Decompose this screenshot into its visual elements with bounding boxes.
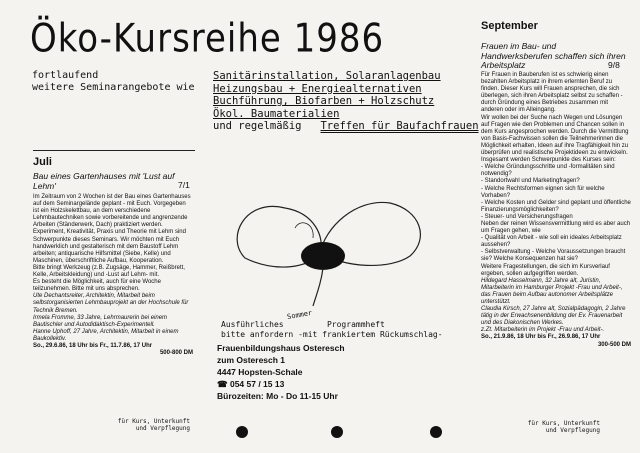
bullet-dot [236, 426, 248, 438]
phone-number: 054 57 / 15 13 [229, 379, 285, 389]
topic-line-5 [213, 120, 479, 133]
phone-row [217, 378, 345, 390]
september-team-member: z.Zt. Mitarbeiterin im Projekt -Frau und Arbeit-. [481, 327, 605, 334]
program-note [221, 320, 443, 340]
september-note-line-2: und Verpflegung [545, 427, 600, 434]
september-price-note [500, 420, 600, 434]
flower-detail [295, 223, 313, 238]
program-highlight: Sommer [286, 308, 313, 322]
september-body [481, 72, 631, 349]
july-paragraph: Experiment, Kreativität, Praxis und Theorie mit Lehm sind Schwerpunkte dieses Seminars. Wir möchten mit Euch handwerklich und gestalterisch mit dem Baustoff Lehm arbeiten; antiquarische Hilfsmittel (Siebe, Kelle) und Maschinen, überschriftliche Aufbau, Kooperation. [33, 229, 186, 264]
september-paragraph: Für Frauen in Bauberufen ist es schwierig einen bezahlten Arbeitsplatz in ihrem erlernten Beruf zu finden. Dieser Kurs will Frauen ansprechen, die sich überlegen, sich ihren Arbeitsplatz selbst zu schaffen - durch Gründung eines Betriebes zusammen mit anderen oder im Alleingang. [481, 72, 623, 114]
september-paragraph: - Welche Kosten und Gelder sind geplant und öffentliche Finanzierungsmöglichkeiten? [481, 199, 631, 213]
seminar-topics [213, 70, 479, 133]
program-line-1 [221, 320, 443, 330]
july-paragraph: Bitte bringt Werkzeug (z.B. Zugsäge, Hammer, Reißbrett, Kelle, Arbeitskleidung) und -Lust auf Lehm- mit. [33, 264, 185, 279]
july-course-number: 7/1 [178, 180, 190, 190]
september-dates: So., 21.9.86, 18 Uhr bis Fr., 26.9.86, 17 Uhr [481, 334, 601, 341]
topic-line-2: Heizungsbau + Energiealternativen [213, 82, 422, 95]
city: 4447 Hopsten-Schale [217, 367, 303, 377]
july-paragraph: Im Zeitraum von 2 Wochen ist der Bau eines Gartenhauses auf dem Seminargelände geplant - mit Euch. Vorgegeben ist ein Holzskelettbau, an dem verschiedene Lehmbautechniken sowie vorbereitende und angrenzende Arbeiten (Ständerwerk, Dach) praktiziert werden. [33, 194, 191, 229]
bullet-dot [331, 426, 343, 438]
org-name: Frauenbildungshaus Osteresch [217, 343, 345, 353]
topic-line-5-link: Treffen für Baufachfrauen [320, 120, 479, 132]
address-block [217, 342, 345, 402]
september-paragraph: Wir wollen bei der Suche nach Wegen und Lösungen auf Fragen wie den Problemen und Chancen sollen in dem Kurs angesprochen werden. Durch die Vermittlung von Basis-Fachwissen sollen die Teilnehmerinnen die Möglichkeit erhalten, Ideen auf ihre Tragfähigkeit hin zu überprüfen und realistische Projektideen zu entwickeln. [481, 114, 629, 157]
lead-line-2: weitere Seminarangebote wie [32, 82, 195, 93]
july-note-line-1: für Kurs, Unterkunft [117, 418, 190, 425]
flower-center [301, 242, 345, 270]
september-paragraph: - Steuer- und Versicherungsfragen [481, 213, 573, 220]
street: zum Osteresch 1 [217, 355, 286, 365]
september-paragraph: - Welche Gründungsschritte und -formalitäten sind notwendig? [481, 164, 615, 178]
program-line-2: bitte anfordern -mit frankiertem Rückumschlag- [221, 330, 443, 339]
september-team-member: Hildegard Hasselmann, 32 Jahre alt, Juristin, Mitarbeiterin im Hamburger Projekt -Frau und Arbeit-, das Frauen beim Aufbau autonomer Arbeitsplätze unterstützt. [481, 277, 623, 305]
july-team-member: Irmela Fromme, 33 Jahre, Lehrmaurerin bei einem Bautischler und Autodidaktisch-Experimentell. [33, 314, 168, 328]
july-heading: Juli [33, 156, 52, 168]
program-suffix: Programmheft [326, 320, 385, 329]
flower-stem [313, 268, 323, 306]
july-note-line-2: und Verpflegung [135, 425, 190, 432]
program-prefix: Ausführliches [221, 320, 284, 329]
september-paragraph: - Standortwahl und Marketingfragen? [481, 178, 580, 185]
september-course-number: 9/8 [608, 60, 620, 70]
july-team-member: Ute Dechantsreiter, Architektin, Mitarbeit beim selbstorganisierten Lehmbauprojekt an der Hochschule für Technik Bremen. [33, 293, 189, 314]
july-price: 500-800 DM [159, 350, 193, 357]
september-heading: September [481, 20, 538, 32]
phone-icon: ☎ [217, 379, 228, 389]
september-paragraph: - Qualität von Arbeit - wie soll ein ideales Arbeitsplatz aussehen? [481, 235, 622, 249]
july-body [33, 194, 193, 357]
september-paragraph: Insgesamt werden Schwerpunkte des Kurses sein: [481, 157, 616, 164]
topic-line-1: Sanitärinstallation, Solaranlagenbau [213, 70, 441, 82]
september-price: 300-500 DM [597, 341, 631, 348]
topic-line-4: Ökol. Baumaterialien [213, 107, 340, 120]
lead-text [32, 70, 195, 94]
september-paragraph: - Welche Rechtsformen eignen sich für welche Vorhaben? [481, 185, 605, 199]
topic-line-3: Buchführung, Biofarben + Holzschutz [213, 95, 435, 107]
july-subtitle: Bau eines Gartenhauses mit 'Lust auf Lehm' [33, 171, 175, 191]
september-paragraph: Neben der reinen Wissensvermittlung wird es aber auch um Fragen gehen, wie [481, 220, 631, 235]
july-price-note [90, 418, 190, 432]
september-paragraph: - Selbstverwaltung - Welche Voraussetzungen braucht sie? Welche Konsequenzen hat sie? [481, 249, 626, 263]
september-note-line-1: für Kurs, Unterkunft [527, 420, 600, 427]
september-paragraph: Weitere Fragestellungen, die sich im Kursverlauf ergeben, sollen aufgegriffen werden. [481, 263, 610, 277]
flower-illustration [205, 168, 465, 308]
september-team-member: Claudia Kirsch, 27 Jahre alt, Sozialpädagogin, 2 Jahre tätig in der Erwachsenenbildung der Ev. Frauenarbeit und des Diakonischen Werkes. [481, 306, 626, 327]
july-team-member: Hanne Uphoff, 27 Jahre, Architektin, Mitarbeit in einem Baukollektiv. [33, 328, 179, 342]
bullet-dot [430, 426, 442, 438]
topic-line-5-prefix: und regelmäßig [213, 120, 302, 132]
july-top-rule [33, 150, 195, 151]
office-hours: Bürozeiten: Mo - Do 11-15 Uhr [217, 391, 338, 401]
page-title: Öko-Kursreihe 1986 [30, 16, 385, 62]
september-subtitle: Frauen im Bau- und Handwerksberufen schaffen sich ihren Arbeitsplatz [481, 41, 626, 70]
july-paragraph: Es besteht die Möglichkeit, auch für eine Woche teilzunehmen. Bitte mit uns absprechen. [33, 279, 161, 293]
july-dates: So., 29.6.86, 18 Uhr bis Fr., 11.7.86, 17 Uhr [33, 342, 153, 349]
lead-line-1: fortlaufend [32, 70, 99, 81]
